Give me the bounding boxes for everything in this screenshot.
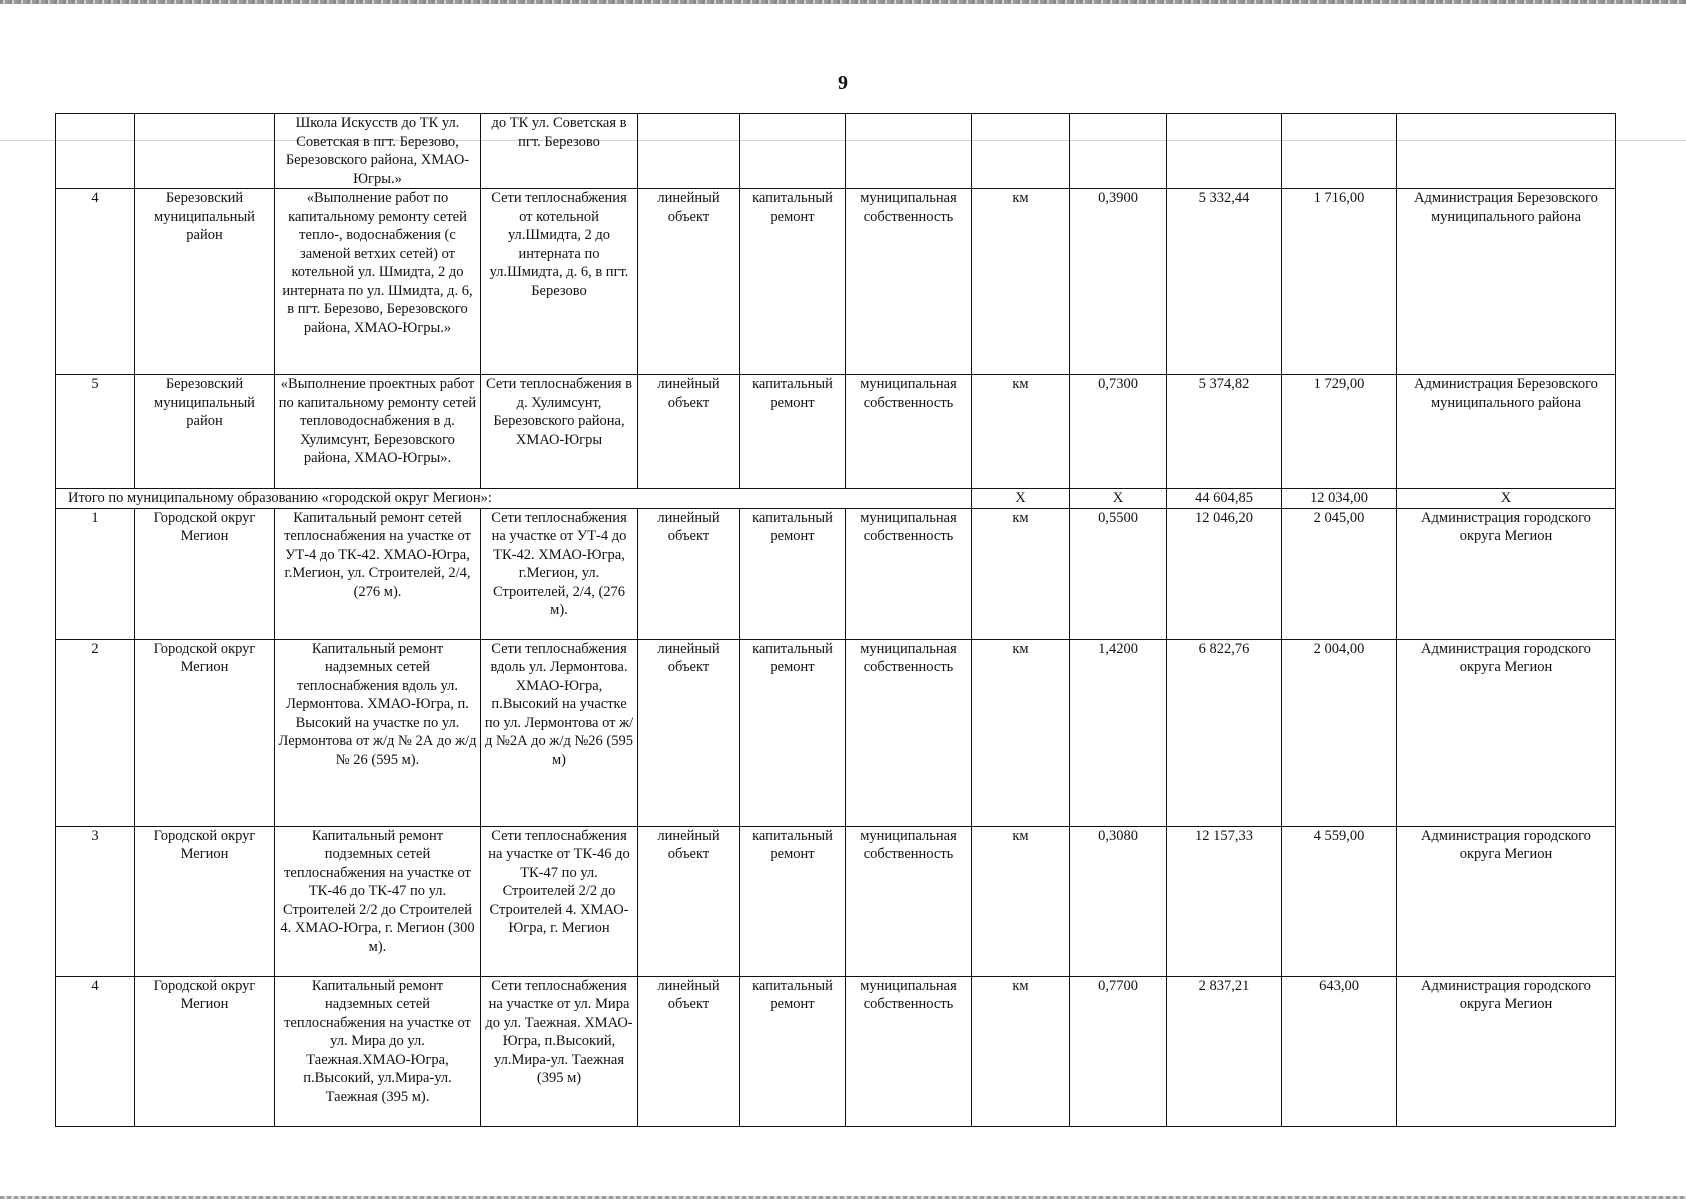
cell-work-name: Капитальный ремонт подземных сетей теплоснабжения на участке от ТК-46 до ТК-47 по ул. Строителей 2/2 до Строителей 4. ХМАО-Югра, г. Мегион (300 м).: [275, 826, 481, 976]
cell-cost: [1167, 114, 1282, 189]
cell-object-name: Сети теплоснабжения от котельной ул.Шмидта, 2 до интерната по ул.Шмидта, д. 6, в пгт. Березово: [481, 189, 638, 375]
cell-ownership: муниципальная собственность: [846, 189, 972, 375]
cell-no: 4: [56, 976, 135, 1126]
cell-municipality: [135, 114, 275, 189]
cell-object-type: линейный объект: [638, 189, 740, 375]
cell-work-type: капитальный ремонт: [740, 189, 846, 375]
table-row-continuation: [56, 114, 1616, 189]
cell-quantity: [1070, 114, 1167, 189]
cell-municipality: Березовский муниципальный район: [135, 189, 275, 375]
summary-quantity: X: [1070, 489, 1167, 509]
cell-quantity: 0,7700: [1070, 976, 1167, 1126]
cell-customer: Администрация городского округа Мегион: [1397, 639, 1616, 826]
cell-customer: Администрация городского округа Мегион: [1397, 976, 1616, 1126]
summary-row: [56, 489, 1616, 509]
page-number: 9: [838, 72, 848, 94]
cell-customer: Администрация городского округа Мегион: [1397, 826, 1616, 976]
cell-ownership: муниципальная собственность: [846, 826, 972, 976]
cell-work-type: капитальный ремонт: [740, 375, 846, 489]
summary-customer: X: [1397, 489, 1616, 509]
cell-municipality: Березовский муниципальный район: [135, 375, 275, 489]
cell-quantity: 0,3900: [1070, 189, 1167, 375]
cell-no: [56, 114, 135, 189]
cell-ownership: [846, 114, 972, 189]
cell-unit: км: [972, 976, 1070, 1126]
summary-unit: X: [972, 489, 1070, 509]
cell-work-type: капитальный ремонт: [740, 826, 846, 976]
scan-edge-top: [0, 0, 1686, 4]
cell-object-name: Сети теплоснабжения на участке от ул. Мира до ул. Таежная. ХМАО-Югра, п.Высокий, ул.Мира-ул. Таежная (395 м): [481, 976, 638, 1126]
cell-customer: Администрация городского округа Мегион: [1397, 508, 1616, 639]
cell-subsidy: 2 004,00: [1282, 639, 1397, 826]
cell-no: 4: [56, 189, 135, 375]
cell-object-type: линейный объект: [638, 639, 740, 826]
objects-table: [55, 113, 1616, 1127]
cell-cost: 12 046,20: [1167, 508, 1282, 639]
cell-work-name: «Выполнение проектных работ по капитальному ремонту сетей тепловодоснабжения в д. Хулимсунт, Березовского района, ХМАО-Югры».: [275, 375, 481, 489]
cell-quantity: 0,7300: [1070, 375, 1167, 489]
cell-unit: км: [972, 508, 1070, 639]
cell-object-name: Сети теплоснабжения вдоль ул. Лермонтова. ХМАО-Югра, п.Высокий на участке по ул. Лермонтова от ж/д №2А до ж/д №26 (595 м): [481, 639, 638, 826]
cell-unit: км: [972, 826, 1070, 976]
cell-cost: 6 822,76: [1167, 639, 1282, 826]
summary-label: Итого по муниципальному образованию «городской округ Мегион»:: [56, 489, 972, 509]
cell-object-name: до ТК ул. Советская в пгт. Березово: [481, 114, 638, 189]
cell-object-name: Сети теплоснабжения на участке от ТК-46 до ТК-47 по ул. Строителей 2/2 до Строителей 4. ХМАО-Югра, г. Мегион: [481, 826, 638, 976]
cell-ownership: муниципальная собственность: [846, 639, 972, 826]
table-row: [56, 639, 1616, 826]
cell-cost: 2 837,21: [1167, 976, 1282, 1126]
cell-object-type: [638, 114, 740, 189]
cell-subsidy: 1 729,00: [1282, 375, 1397, 489]
table-row: [56, 976, 1616, 1126]
cell-no: 2: [56, 639, 135, 826]
cell-customer: Администрация Березовского муниципального района: [1397, 375, 1616, 489]
cell-quantity: 0,3080: [1070, 826, 1167, 976]
cell-work-name: Школа Искусств до ТК ул. Советская в пгт. Березово, Березовского района, ХМАО-Югры.»: [275, 114, 481, 189]
cell-municipality: Городской округ Мегион: [135, 826, 275, 976]
cell-subsidy: 1 716,00: [1282, 189, 1397, 375]
cell-object-name: Сети теплоснабжения на участке от УТ-4 до ТК-42. ХМАО-Югра, г.Мегион, ул. Строителей, 2/4, (276 м).: [481, 508, 638, 639]
cell-subsidy: 4 559,00: [1282, 826, 1397, 976]
table-row: [56, 189, 1616, 375]
cell-cost: 12 157,33: [1167, 826, 1282, 976]
cell-municipality: Городской округ Мегион: [135, 976, 275, 1126]
cell-unit: [972, 114, 1070, 189]
scan-edge-bottom: [0, 1196, 1686, 1199]
cell-cost: 5 332,44: [1167, 189, 1282, 375]
cell-work-name: «Выполнение работ по капитальному ремонту сетей тепло-, водоснабжения (с заменой ветхих сетей) от котельной ул. Шмидта, 2 до интерната по ул. Шмидта, д. 6, в пгт. Березово, Березовского района, ХМАО-Югры.»: [275, 189, 481, 375]
cell-unit: км: [972, 639, 1070, 826]
cell-object-type: линейный объект: [638, 375, 740, 489]
cell-no: 3: [56, 826, 135, 976]
summary-cost: 44 604,85: [1167, 489, 1282, 509]
cell-ownership: муниципальная собственность: [846, 508, 972, 639]
table-row: [56, 826, 1616, 976]
cell-object-type: линейный объект: [638, 826, 740, 976]
cell-work-name: Капитальный ремонт надземных сетей теплоснабжения вдоль ул. Лермонтова. ХМАО-Югра, п. Высокий на участке по ул. Лермонтова от ж/д № 2А до ж/д № 26 (595 м).: [275, 639, 481, 826]
cell-ownership: муниципальная собственность: [846, 976, 972, 1126]
cell-municipality: Городской округ Мегион: [135, 639, 275, 826]
cell-work-name: Капитальный ремонт надземных сетей теплоснабжения на участке от ул. Мира до ул. Таежная.ХМАО-Югра, п.Высокий, ул.Мира-ул. Таежная (395 м).: [275, 976, 481, 1126]
cell-work-name: Капитальный ремонт сетей теплоснабжения на участке от УТ-4 до ТК-42. ХМАО-Югра, г.Мегион, ул. Строителей, 2/4, (276 м).: [275, 508, 481, 639]
table-row: [56, 375, 1616, 489]
cell-unit: км: [972, 375, 1070, 489]
cell-work-type: капитальный ремонт: [740, 976, 846, 1126]
cell-ownership: муниципальная собственность: [846, 375, 972, 489]
cell-quantity: 1,4200: [1070, 639, 1167, 826]
cell-customer: Администрация Березовского муниципального района: [1397, 189, 1616, 375]
summary-subsidy: 12 034,00: [1282, 489, 1397, 509]
cell-object-type: линейный объект: [638, 508, 740, 639]
cell-customer: [1397, 114, 1616, 189]
cell-no: 1: [56, 508, 135, 639]
cell-object-type: линейный объект: [638, 976, 740, 1126]
cell-subsidy: 643,00: [1282, 976, 1397, 1126]
cell-unit: км: [972, 189, 1070, 375]
cell-work-type: капитальный ремонт: [740, 639, 846, 826]
cell-cost: 5 374,82: [1167, 375, 1282, 489]
table-row: [56, 508, 1616, 639]
cell-municipality: Городской округ Мегион: [135, 508, 275, 639]
cell-object-name: Сети теплоснабжения в д. Хулимсунт, Березовского района, ХМАО-Югры: [481, 375, 638, 489]
cell-work-type: капитальный ремонт: [740, 508, 846, 639]
cell-no: 5: [56, 375, 135, 489]
cell-work-type: [740, 114, 846, 189]
cell-subsidy: [1282, 114, 1397, 189]
cell-subsidy: 2 045,00: [1282, 508, 1397, 639]
cell-quantity: 0,5500: [1070, 508, 1167, 639]
